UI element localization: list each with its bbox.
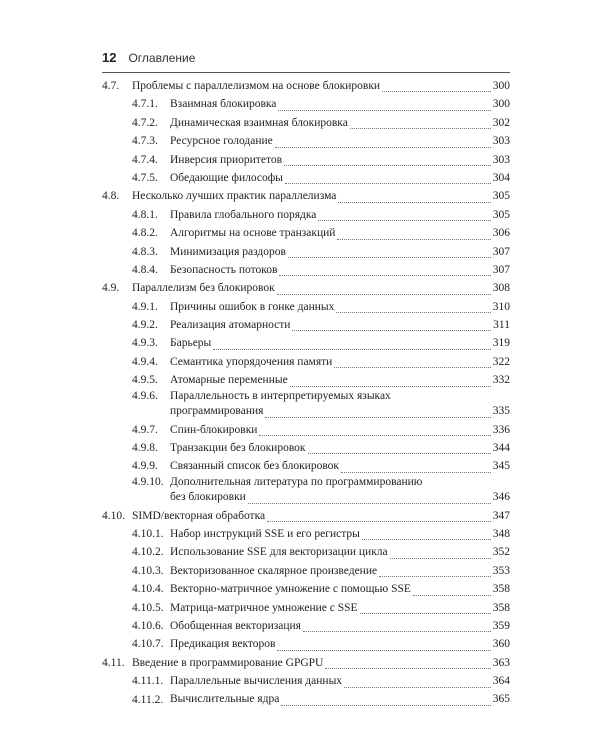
toc-entry <box>102 187 510 205</box>
toc-entry-title: Инверсия приоритетов <box>170 153 282 166</box>
dot-leader <box>336 312 490 313</box>
toc-page-number: 310 <box>492 300 510 313</box>
toc-page-number: 345 <box>492 460 510 473</box>
toc-entry <box>102 114 510 132</box>
toc-entry <box>102 169 510 187</box>
toc-entry-number: 4.7.2. <box>132 116 158 129</box>
dot-leader <box>277 650 490 651</box>
toc-entry <box>102 151 510 169</box>
toc-entry-number: 4.8.1. <box>132 208 158 221</box>
running-header <box>102 50 510 73</box>
toc-entry <box>102 457 510 475</box>
dot-leader <box>292 330 491 331</box>
dot-leader <box>362 539 491 540</box>
toc-entry-title: Барьеры <box>170 337 212 350</box>
dot-leader <box>278 110 490 111</box>
toc-entry <box>102 654 510 672</box>
toc-entry-title: SIMD/векторная обработка <box>132 509 266 522</box>
dot-leader <box>281 705 490 706</box>
toc-page-number: 335 <box>492 405 510 418</box>
toc-entry-number: 4.7.1. <box>132 98 158 111</box>
toc-entry-title: Обобщенная векторизация <box>170 619 301 632</box>
toc-page-number: 346 <box>492 491 510 504</box>
dot-leader <box>303 631 491 632</box>
toc-entry-title-line: Параллельность в интерпретируемых языках <box>170 389 391 402</box>
toc-entry-title: Минимизация раздоров <box>170 245 286 258</box>
toc-entry-number: 4.9.1. <box>132 300 158 313</box>
toc-page-number: 302 <box>492 116 510 129</box>
toc-entry-number: 4.8.2. <box>132 227 158 240</box>
toc-entry-number: 4.10.6. <box>132 619 164 632</box>
toc-entry-number: 4.8.4. <box>132 263 158 276</box>
dot-leader <box>337 239 490 240</box>
toc-entry <box>102 672 510 690</box>
toc-page-number: 332 <box>492 374 510 387</box>
toc-page-number: 307 <box>492 263 510 276</box>
toc-entry-title: Параллельные вычисления данных <box>170 675 343 688</box>
toc-entry-title: Транзакции без блокировок <box>170 441 306 454</box>
toc-entry-title: Взаимная блокировка <box>170 98 277 111</box>
toc-entry-number: 4.8.3. <box>132 245 158 258</box>
toc-page-number: 360 <box>492 638 510 651</box>
toc-entry-number: 4.9.4. <box>132 355 158 368</box>
toc-page-number: 311 <box>493 319 510 332</box>
toc-entry-title: Спин-блокировки <box>170 423 258 436</box>
toc-entry-title: Безопасность потоков <box>170 263 278 276</box>
toc-entry-title: Несколько лучших практик параллелизма <box>132 190 337 203</box>
toc-page-number: 358 <box>492 601 510 614</box>
toc-page-number: 358 <box>492 583 510 596</box>
toc-page-number: 303 <box>492 153 510 166</box>
toc-entry-title: Алгоритмы на основе транзакций <box>170 227 336 240</box>
toc-page-number: 300 <box>492 79 510 92</box>
toc-entry <box>102 635 510 653</box>
dot-leader <box>338 202 490 203</box>
toc-entry-number: 4.9.8. <box>132 441 158 454</box>
toc-page-number: 359 <box>492 619 510 632</box>
toc-entry <box>102 476 510 507</box>
toc-entry-number: 4.11.2. <box>132 693 164 706</box>
toc-page-number: 348 <box>492 527 510 540</box>
toc-page-number: 306 <box>492 227 510 240</box>
dot-leader <box>259 435 490 436</box>
toc-entry <box>102 617 510 635</box>
toc-entry-number: 4.10. <box>102 509 125 522</box>
toc-entry <box>102 421 510 439</box>
toc-page-number: 308 <box>492 282 510 295</box>
toc-entry <box>102 599 510 617</box>
toc-page-number: 336 <box>492 423 510 436</box>
dot-leader <box>350 128 491 129</box>
toc-entry <box>102 224 510 242</box>
toc-entry-title: Векторно-матричное умножение с помощью SSE <box>170 583 411 596</box>
dot-leader <box>285 183 491 184</box>
toc-page-number: 344 <box>492 441 510 454</box>
toc-entry-title: Обедающие философы <box>170 171 283 184</box>
dot-leader <box>318 220 490 221</box>
dot-leader <box>284 165 491 166</box>
dot-leader <box>325 668 490 669</box>
toc-entry-title: Проблемы с параллелизмом на основе блокировки <box>132 79 381 92</box>
toc-entry-title: без блокировки <box>170 491 246 504</box>
dot-leader <box>379 576 491 577</box>
toc-entry <box>102 95 510 113</box>
toc-entry <box>102 279 510 297</box>
toc-entry-number: 4.9. <box>102 282 120 295</box>
toc-entry-number: 4.7.4. <box>132 153 158 166</box>
toc-entry-title: Причины ошибок в гонке данных <box>170 300 335 313</box>
toc-entry <box>102 439 510 457</box>
toc-page-number: 353 <box>492 564 510 577</box>
dot-leader <box>341 472 491 473</box>
toc-page-number: 322 <box>492 355 510 368</box>
dot-leader <box>334 367 490 368</box>
toc-entry <box>102 371 510 389</box>
toc-entry-number: 4.9.2. <box>132 319 158 332</box>
toc-entry-title: Набор инструкций SSE и его регистры <box>170 527 360 540</box>
toc-entry-number: 4.10.2. <box>132 546 164 559</box>
dot-leader <box>382 91 491 92</box>
toc-entry-number: 4.7.3. <box>132 135 158 148</box>
dot-leader <box>267 521 491 522</box>
dot-leader <box>344 687 491 688</box>
toc-entry <box>102 334 510 352</box>
toc-entry <box>102 206 510 224</box>
toc-entry <box>102 316 510 334</box>
toc-entry-title: Динамическая взаимная блокировка <box>170 116 348 129</box>
toc-entry-title: Ресурсное голодание <box>170 135 273 148</box>
toc-entry-number: 4.10.1. <box>132 527 164 540</box>
toc-entry-title: Матрица-матричное умножение с SSE <box>170 601 358 614</box>
dot-leader <box>275 147 491 148</box>
dot-leader <box>265 417 490 418</box>
toc-page-number: 352 <box>492 546 510 559</box>
toc-entry-number: 4.11. <box>102 656 125 669</box>
page-number: 12 <box>102 50 117 65</box>
dot-leader <box>290 386 491 387</box>
toc-entry-title: Правила глобального порядка <box>170 208 317 221</box>
toc-entry-title: Семантика упорядочения памяти <box>170 355 333 368</box>
toc-entry <box>102 525 510 543</box>
toc-entry-title: Связанный список без блокировок <box>170 460 340 473</box>
toc-page-number: 365 <box>492 693 510 706</box>
toc-page-number: 305 <box>492 190 510 203</box>
toc-entry-title: Параллелизм без блокировок <box>132 282 275 295</box>
toc-entry-title: Атомарные переменные <box>170 374 288 387</box>
toc-page-number: 307 <box>492 245 510 258</box>
toc-page-number: 364 <box>492 675 510 688</box>
toc-entry <box>102 562 510 580</box>
dot-leader <box>279 275 490 276</box>
toc-page-number: 300 <box>492 98 510 111</box>
toc-entry-number: 4.11.1. <box>132 675 164 688</box>
table-of-contents <box>102 77 510 709</box>
toc-entry-title: программирования <box>170 405 264 418</box>
toc-entry-number: 4.9.10. <box>132 475 164 488</box>
toc-entry-number: 4.9.3. <box>132 337 158 350</box>
toc-entry-title: Реализация атомарности <box>170 319 291 332</box>
toc-entry-number: 4.7.5. <box>132 171 158 184</box>
toc-page-number: 305 <box>492 208 510 221</box>
toc-entry <box>102 580 510 598</box>
toc-entry-number: 4.10.5. <box>132 601 164 614</box>
toc-entry <box>102 261 510 279</box>
running-title: Оглавление <box>128 51 196 65</box>
dot-leader <box>288 257 491 258</box>
toc-entry-number: 4.8. <box>102 190 120 203</box>
toc-entry <box>102 543 510 561</box>
toc-entry-number: 4.9.6. <box>132 389 158 402</box>
toc-entry-title: Векторизованное скалярное произведение <box>170 564 378 577</box>
toc-page-number: 363 <box>492 656 510 669</box>
toc-entry-number: 4.9.9. <box>132 460 158 473</box>
toc-page-number: 319 <box>492 337 510 350</box>
toc-entry-title-line: Дополнительная литература по программированию <box>170 475 423 488</box>
toc-entry-number: 4.9.5. <box>132 374 158 387</box>
toc-entry <box>102 507 510 525</box>
toc-entry <box>102 390 510 421</box>
dot-leader <box>308 453 491 454</box>
toc-entry-number: 4.10.7. <box>132 638 164 651</box>
toc-entry <box>102 353 510 371</box>
dot-leader <box>413 595 491 596</box>
toc-entry-number: 4.10.3. <box>132 564 164 577</box>
toc-entry <box>102 298 510 316</box>
toc-page-number: 304 <box>492 171 510 184</box>
toc-entry-number: 4.9.7. <box>132 423 158 436</box>
dot-leader <box>360 613 491 614</box>
dot-leader <box>213 349 490 350</box>
dot-leader <box>277 294 491 295</box>
toc-entry-title: Предикация векторов <box>170 638 276 651</box>
toc-entry <box>102 132 510 150</box>
toc-entry-title: Введение в программирование GPGPU <box>132 656 324 669</box>
toc-entry <box>102 691 510 709</box>
dot-leader <box>248 503 491 504</box>
dot-leader <box>390 558 491 559</box>
toc-page-number: 303 <box>492 135 510 148</box>
toc-entry-title: Использование SSE для векторизации цикла <box>170 546 388 559</box>
toc-entry-number: 4.10.4. <box>132 583 164 596</box>
toc-page-number: 347 <box>492 509 510 522</box>
toc-entry-title: Вычислительные ядра <box>170 693 280 706</box>
toc-entry <box>102 77 510 95</box>
toc-entry <box>102 243 510 261</box>
toc-entry-number: 4.7. <box>102 80 120 92</box>
